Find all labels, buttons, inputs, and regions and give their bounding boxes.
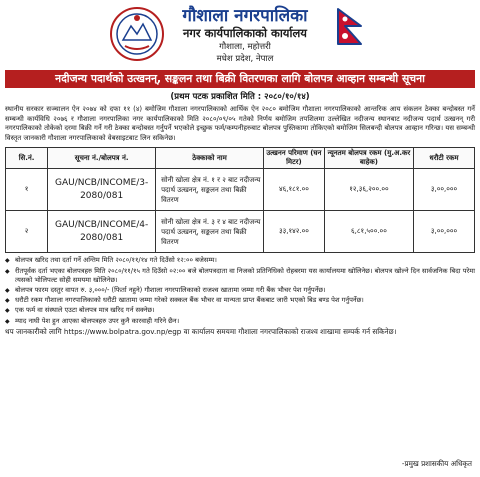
term-item: ◆ धरौटी रकम गौशाला नगरपालिकाको धरौटी खातामा जम्मा गरेको सक्कल बैंक भौचर वा मान्यता प्राप्त बैंकबाट जारी भएको बिड बण्ड पेश गर्नुपर्नेछ। xyxy=(5,296,475,305)
col-header-deposit: धरौटी रकम xyxy=(414,148,475,169)
term-item: ◆ रीतपूर्वक दर्ता भएका बोलपत्रहरु मिति २०८०/११/१५ गते दिउँसो ०२:०० बजे बोलपत्रदाता वा निजको प्रतिनिधिको रोहबरमा यस कार्यालयमा खोलिनेछ। बोलपत्र खोल्ने दिन सार्वजनिक बिदा परेमा त्यसको भोलिपल्ट सोही समयमा खोलिनेछ। xyxy=(5,267,475,285)
contact-info: थप जानकारीको लागि https://www.bolpatra.gov.np/egp वा कार्यालय समयमा गौशाला नगरपालिकाको राजश्व शाखामा सम्पर्क गर्न सकिनेछ। xyxy=(5,326,397,336)
table-row xyxy=(6,211,475,253)
cell-deposit: ३,००,००० xyxy=(414,211,475,253)
cell-quantity: ४६,१८१.०० xyxy=(263,169,324,211)
term-item: ◆ म्याद नाघी पेश हुन आएका बोलपत्रहरु उपर कुनै कारवाही गरिने छैन। xyxy=(5,317,475,326)
cell-deposit: ३,००,००० xyxy=(414,169,475,211)
publication-date: (प्रथम पटक प्रकाशित मिति : २०८०/१०/१४) xyxy=(170,92,310,102)
office-title-block xyxy=(155,6,335,65)
intro-paragraph: स्थानीय सरकार सञ्चालन ऐन २०७४ को दफा ११ (४) बमोजिम गौशाला नगरपालिकाको आर्थिक ऐन २०८० बमोजिम गौशाला नगरपालिकाको आन्तरिक आय संकलन ठेक्का बन्दोबस्त गर्ने सम्बन्धी कार्यविधि २०७६ र गौशाला नगरपालिका नगर कार्यपालिकाको मिति २०८०/०९/०५ गतेको निर्णय बमोजिम तपशिलमा उल्लेखित नदीजन्य स्थानबाट नदीजन्य पदार्थ उत्खनन् गरी नगरपालिकाको तोकेको दरमा बिक्री गर्ने गरी ठेक्का बन्दोबस्त गर्नुपर्ने भएकोले इच्छुक फर्म/कम्पनीहरुबाट बोलपत्र पुस्तिकामा तोकिएको बमोजिम सिलबन्दी बोलपत्र आव्हान गरिन्छ। यस सम्बन्धी विस्तृत जानकारी गौशाला नगरपालिकाको वेबसाइटबाट लिन सकिनेछ। xyxy=(5,105,475,142)
cell-code: GAU/NCB/INCOME/3-2080/081 xyxy=(48,169,156,211)
cell-desc: सोनी खोला क्षेत्र नं. ३ र ४ बाट नदीजन्य पदार्थ उत्खनन्, सङ्कलन तथा बिक्री वितरण xyxy=(156,211,264,253)
col-header-code: सूचना नं./बोलपत्र नं. xyxy=(48,148,156,169)
cell-min-amount: १२,३६,२००.०० xyxy=(324,169,413,211)
nepal-flag-icon xyxy=(337,8,363,46)
letterhead xyxy=(5,4,475,68)
table-row xyxy=(6,169,475,211)
office-address-line2: मधेश प्रदेश, नेपाल xyxy=(216,54,274,64)
office-address-line1: गौशाला, महोत्तरी xyxy=(219,42,271,52)
cell-sn: २ xyxy=(6,211,48,253)
cell-desc: सोनी खोला क्षेत्र नं. १ र २ बाट नदीजन्य पदार्थ उत्खनन्, सङ्कलन तथा बिक्री वितरण xyxy=(156,169,264,211)
cell-code: GAU/NCB/INCOME/4-2080/081 xyxy=(48,211,156,253)
term-item: ◆ बोलपत्र खरिद तथा दर्ता गर्ने अन्तिम मिति २०८०/११/१४ गते दिउँसो १२:०० बजेसम्म। xyxy=(5,256,475,265)
col-header-quantity: उत्खनन परिमाण (घन मिटर) xyxy=(263,148,324,169)
col-header-sn: सि.नं. xyxy=(6,148,48,169)
notice-title-banner: नदीजन्य पदार्थको उत्खनन्, सङ्कलन तथा बिक्री वितरणका लागि बोलपत्र आव्हान सम्बन्धी सूचना xyxy=(5,70,475,88)
terms-list xyxy=(5,256,475,325)
col-header-name: ठेक्काको नाम xyxy=(156,148,264,169)
col-header-min-amount: न्यूनतम बोलपत्र रकम (मु.अ.कर बाहेक) xyxy=(324,148,413,169)
office-name: गौशाला नगरपालिका xyxy=(182,6,308,26)
term-item: ◆ एक फर्म वा संस्थाले एउटा बोलपत्र मात्र खरिद गर्न सक्नेछ। xyxy=(5,306,475,315)
cell-sn: १ xyxy=(6,169,48,211)
signatory: -प्रमुख प्रशासकीय अधिकृत xyxy=(401,459,472,468)
table-header-row xyxy=(6,148,475,169)
cell-quantity: ३३,१४२.०० xyxy=(263,211,324,253)
term-item: ◆ बोलपत्र फारम दस्तुर वापत रु. ३,०००/- (फिर्ता नहुने) गौशाला नगरपालिकाको राजश्व खातामा जम्मा गरी बैंक भौचर पेश गर्नुपर्नेछ। xyxy=(5,286,475,295)
cell-min-amount: ६,८१,५००.०० xyxy=(324,211,413,253)
tender-table xyxy=(5,147,475,253)
office-subtitle: नगर कार्यपालिकाको कार्यालय xyxy=(183,26,307,40)
